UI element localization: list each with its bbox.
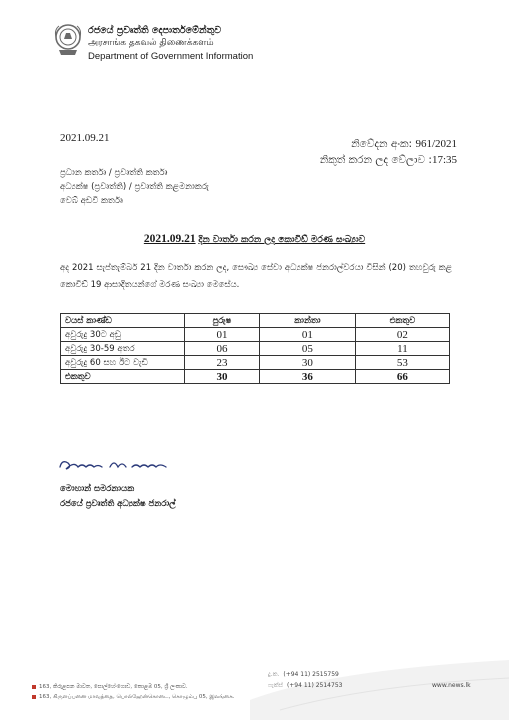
- total-cell: 53: [355, 356, 449, 370]
- reference-label: නිවේදන අංක:: [351, 138, 413, 150]
- table-row: [61, 328, 450, 342]
- heading-text: දින වාර්තා කරන ලද කොවිඩ් මරණ සංඛ්‍යාව: [198, 235, 366, 245]
- recipients: [60, 166, 209, 208]
- issue-time-label: නිකුත් කරන ලද වේලාව :: [319, 154, 432, 166]
- issue-time: [320, 154, 457, 167]
- female-total-cell: 36: [259, 370, 355, 384]
- grand-total-cell: 66: [355, 370, 449, 384]
- reference-number: [351, 138, 457, 151]
- female-cell: 30: [259, 356, 355, 370]
- table-row: [61, 356, 450, 370]
- website-link[interactable]: www.news.lk: [432, 682, 471, 689]
- letterhead-sinhala: රජයේ ප්‍රවෘත්ති දෙපාර්තමේන්තුව: [88, 25, 222, 36]
- issue-time-value: 17:35: [431, 154, 457, 166]
- recipient-line: ප්‍රධාන කර්තෘ / ප්‍රවෘත්ති කර්තෘ: [60, 168, 168, 178]
- recipient-line: වෙබ් අඩවි කර්තෘ: [60, 196, 123, 206]
- covid-deaths-table: [60, 313, 450, 384]
- recipient-line: අධ්‍යක්ෂ (ප්‍රවෘත්ති) / ප්‍රවෘත්ති කළමනාකරු: [60, 182, 209, 192]
- location-icon: [32, 685, 36, 689]
- location-icon: [32, 695, 36, 699]
- signature-icon: [56, 455, 176, 475]
- reference-value: 961/2021: [415, 138, 457, 150]
- age-group-cell: අවුරුදු 30ට අඩු: [61, 328, 185, 342]
- table-total-row: [61, 370, 450, 384]
- body-paragraph: අද 2021 සැප්තැම්බර් 21 දින වාර්තා කරන ලද, සෞඛ්‍ය සේවා අධ්‍යක්ෂ ජනරාල්වරයා විසින් (20) තහවුරු කළ කොවිඩ් 19 ආසාදිතයන්ගේ මරණ සංඛ්‍යා මෙසේය.: [60, 263, 452, 290]
- age-group-cell: අවුරුදු 60 සහ ඊට වැඩි: [61, 356, 185, 370]
- letterhead: [88, 24, 253, 63]
- address-line: 163, கிருளப்பனை மாவத்தை, பொல்ஹேன்கொடை, கொழும்பு 05, இலங்கை.: [32, 692, 235, 702]
- fax-icon: ෆැක්ස්: [268, 682, 283, 689]
- total-label-cell: එකතුව: [61, 370, 185, 384]
- letterhead-tamil: அரசாங்க தகவல் திணைக்களம்: [88, 38, 214, 48]
- fax-line: ෆැක්ස් (+94 11) 2514753: [268, 682, 343, 689]
- female-cell: 05: [259, 342, 355, 356]
- signer-title: රජයේ ප්‍රවෘත්ති අධ්‍යක්ෂ ජනරාල්: [60, 499, 176, 509]
- male-cell: 23: [185, 356, 260, 370]
- table-row: [61, 342, 450, 356]
- phone-line: දු.ක. (+94 11) 2515759: [268, 671, 339, 678]
- male-cell: 01: [185, 328, 260, 342]
- state-emblem-icon: [53, 22, 83, 58]
- column-header: වයස් කාණ්ඩ: [61, 314, 185, 328]
- footer-address: [32, 682, 235, 702]
- column-header: එකතුව: [355, 314, 449, 328]
- female-cell: 01: [259, 328, 355, 342]
- column-header: කාන්තා: [259, 314, 355, 328]
- letter-date: 2021.09.21: [60, 132, 110, 144]
- total-cell: 02: [355, 328, 449, 342]
- address-line: 163, කිරුළපන මාවත, පොල්හේංගොඩ, කොළඹ 05, ශ්‍රී ලංකාව.: [32, 682, 235, 692]
- male-total-cell: 30: [185, 370, 260, 384]
- signatory: [60, 482, 176, 512]
- document-heading: [0, 233, 509, 245]
- total-cell: 11: [355, 342, 449, 356]
- footer-contact: [268, 669, 471, 691]
- column-header: පුරුෂ: [185, 314, 260, 328]
- heading-date: 2021.09.21: [143, 233, 196, 245]
- signer-name: මොහාන් සමරනායක: [60, 484, 135, 494]
- age-group-cell: අවුරුදු 30-59 අතර: [61, 342, 185, 356]
- table-header-row: [61, 314, 450, 328]
- phone-icon: දු.ක.: [268, 671, 280, 678]
- letterhead-english: Department of Government Information: [88, 51, 254, 62]
- male-cell: 06: [185, 342, 260, 356]
